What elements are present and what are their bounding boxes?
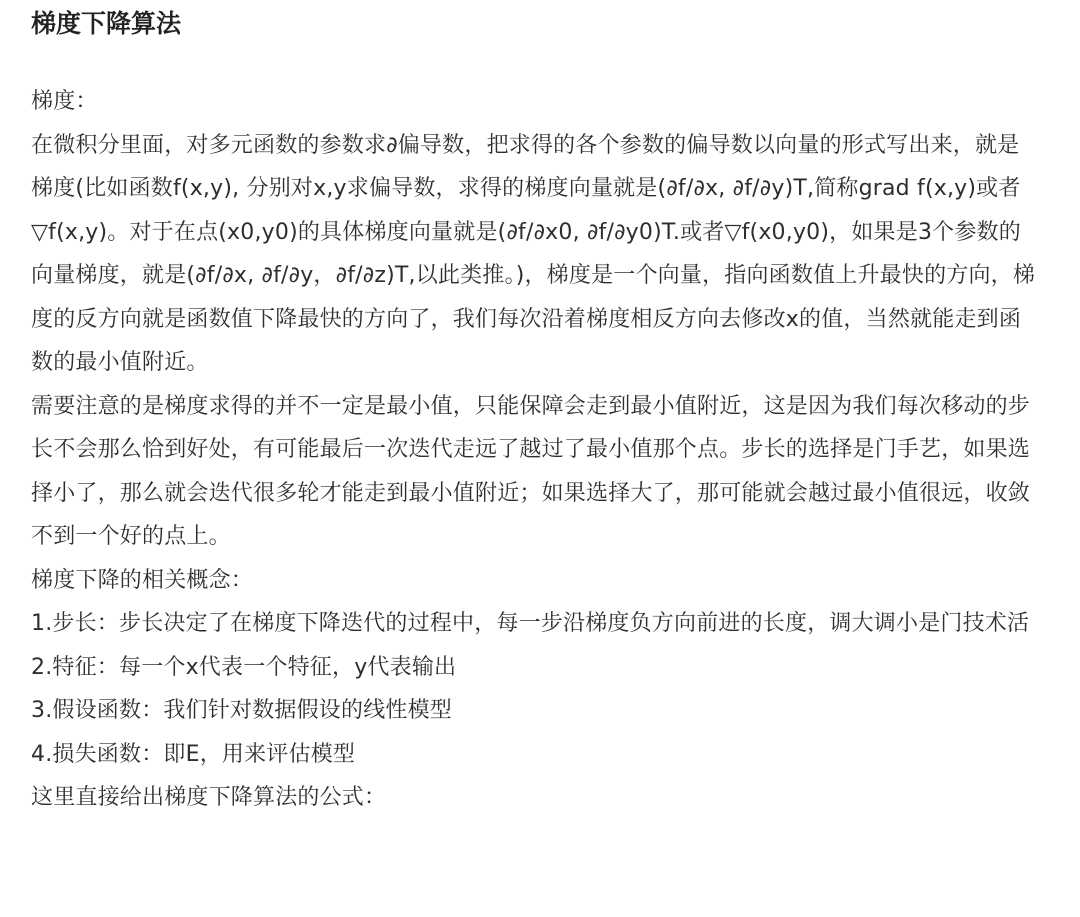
article-body [31, 80, 1040, 820]
concept-item-hypothesis: 3.假设函数：我们针对数据假设的线性模型 [31, 698, 452, 723]
concepts-heading: 梯度下降的相关概念： [31, 567, 254, 593]
formula-intro-paragraph: 这里直接给出梯度下降算法的公式： [31, 785, 387, 810]
concept-item-loss: 4.损失函数：即E，用来评估模型 [31, 741, 356, 767]
concept-item-feature: 2.特征：每一个x代表一个特征，y代表输出 [31, 654, 457, 680]
concept-item-step-size: 1.步长：步长决定了在梯度下降迭代的过程中，每一步沿梯度负方向前进的长度，调大调小是门技术活 [31, 611, 1030, 636]
article-title: 梯度下降算法 [31, 9, 182, 38]
gradient-definition-paragraph: 在微积分里面，对多元函数的参数求∂偏导数，把求得的各个参数的偏导数以向量的形式写出来，就是梯度(比如函数f(x,y), 分别对x,y求偏导数，求得的梯度向量就是(∂f/∂x, ∂f/∂y)T,简称grad f(x,y)或者▽f(x,y)。对于在点(x0,y0)的具体梯度向量就是(∂f/∂x0, ∂f/∂y0)T.或者▽f(x0,y0)，如果是3个参数的向量梯度，就是(∂f/∂x, ∂f/∂y，∂f/∂z)T,以此类推。)，梯度是一个向量，指向函数值上升最快的方向，梯度的反方向就是函数值下降最快的方向了，我们每次沿着梯度相反方向去修改x的值，当然就能走到函数的最小值附近。 [31, 132, 1036, 375]
gradient-heading: 梯度： [31, 89, 98, 114]
step-size-note-paragraph: 需要注意的是梯度求得的并不一定是最小值，只能保障会走到最小值附近，这是因为我们每次移动的步长不会那么恰到好处，有可能最后一次迭代走远了越过了最小值那个点。步长的选择是门手艺，如果选择小了，那么就会迭代很多轮才能走到最小值附近；如果选择大了，那可能就会越过最小值很远，收敛不到一个好的点上。 [31, 393, 1031, 549]
